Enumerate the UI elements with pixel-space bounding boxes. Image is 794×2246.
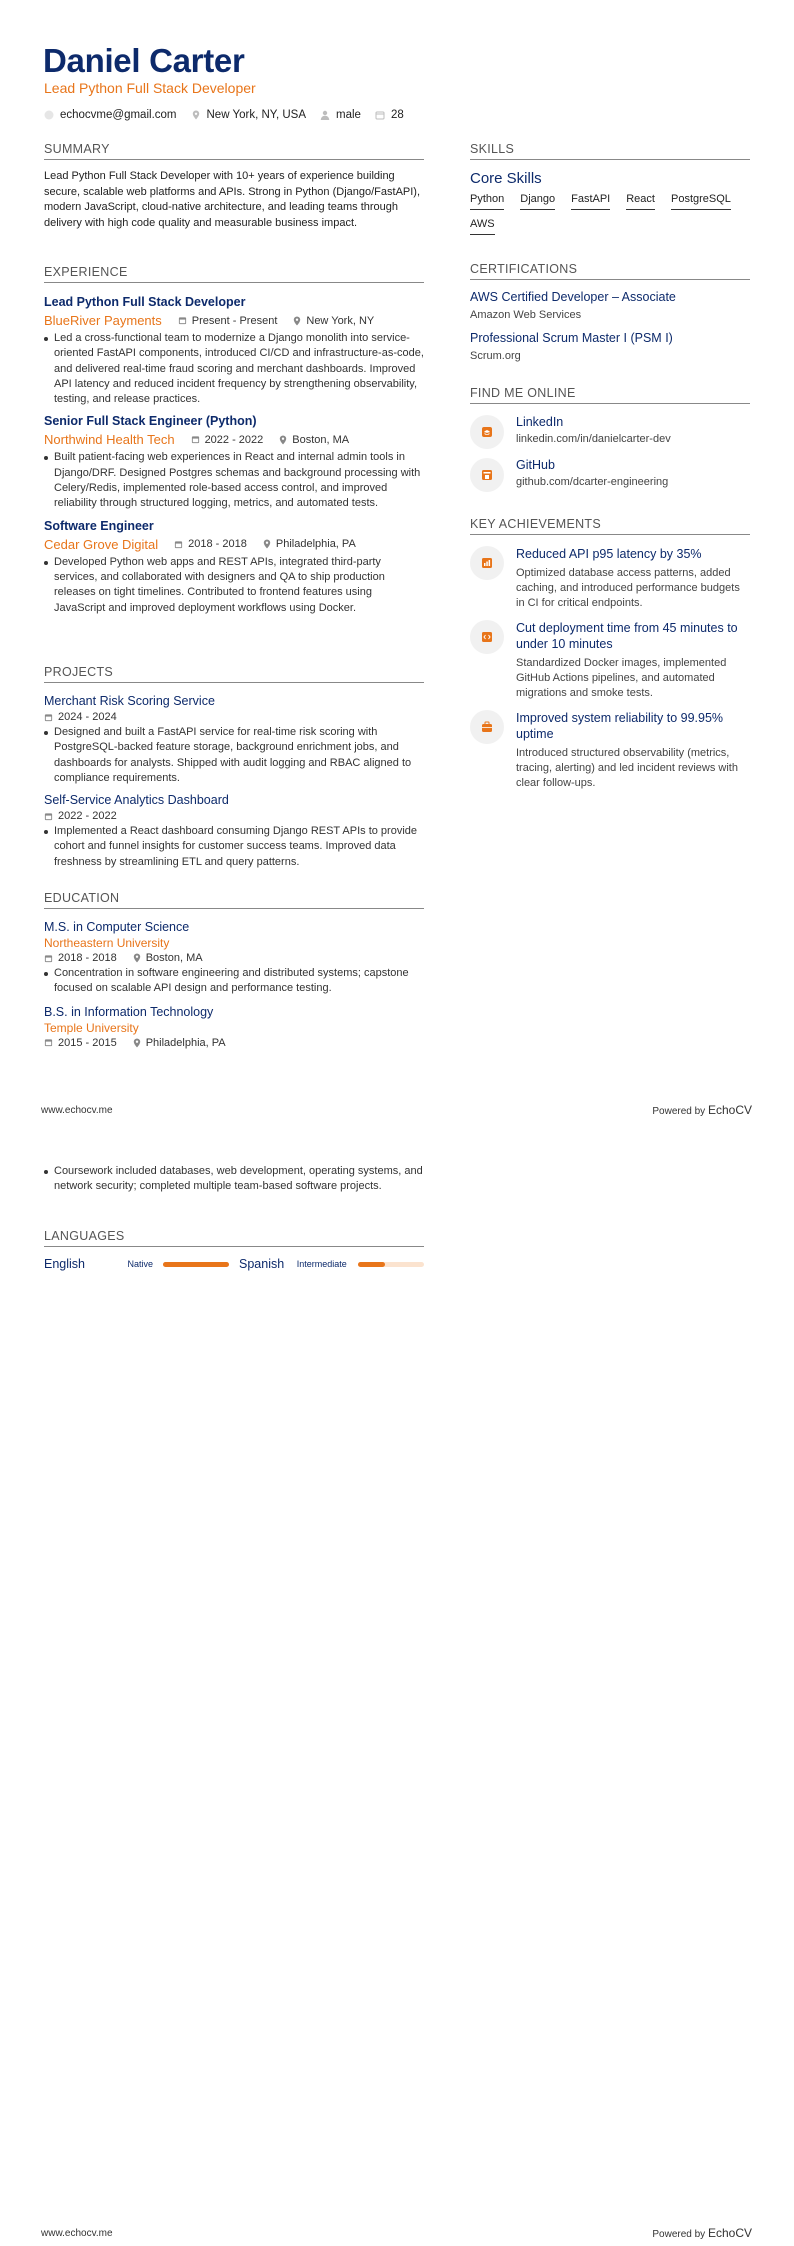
achievement-icon-circle bbox=[470, 710, 504, 744]
online-section bbox=[470, 386, 750, 492]
contact-row bbox=[44, 109, 404, 121]
job-dates bbox=[174, 538, 247, 550]
project-item bbox=[44, 793, 424, 870]
achievement-item bbox=[470, 710, 750, 791]
education-bullet-text: Coursework included databases, web development, operating systems, and network security; completed multiple team-based software projects. bbox=[54, 1165, 423, 1193]
education-school: Temple University bbox=[44, 1020, 139, 1035]
achievement-item bbox=[470, 546, 750, 611]
job-title: Lead Python Full Stack Developer bbox=[44, 295, 246, 309]
footer-site[interactable]: www.echocv.me bbox=[41, 1105, 113, 1116]
project-dates bbox=[44, 711, 117, 723]
job-dates-text: 2018 - 2018 bbox=[188, 538, 247, 551]
chart-icon bbox=[480, 556, 494, 570]
language-level: Native bbox=[127, 1259, 154, 1269]
project-bullet-text: Designed and built a FastAPI service for real-time risk scoring with PostgreSQL-backed feature storage, background enrichment jobs, and dashboards for analysts. Shipped with audit logging and RBAC aligned to compliance requirements. bbox=[54, 726, 412, 784]
location-pin-icon bbox=[191, 110, 201, 120]
online-icon-circle bbox=[470, 458, 504, 492]
job-dates-text: 2022 - 2022 bbox=[204, 433, 264, 446]
education-degree: M.S. in Computer Science bbox=[44, 920, 190, 934]
education-bullet-text: Concentration in software engineering and distributed systems; capstone focused on scalable API design and performance testing. bbox=[54, 967, 409, 995]
skill-tag: AWS bbox=[470, 218, 495, 235]
job-meta bbox=[44, 537, 424, 552]
footer-powered-text: Powered by bbox=[652, 1106, 706, 1117]
footer-powered bbox=[652, 1103, 752, 1117]
education-dates bbox=[44, 1037, 117, 1049]
online-icon-circle bbox=[470, 415, 504, 449]
education-location-text: Philadelphia, PA bbox=[145, 1036, 226, 1049]
certifications-section bbox=[470, 262, 750, 362]
education-section bbox=[44, 891, 424, 1049]
education-location-text: Boston, MA bbox=[145, 952, 203, 964]
skill-tag: Python bbox=[470, 193, 504, 210]
calendar-icon bbox=[44, 954, 53, 963]
job-bullet bbox=[44, 555, 424, 616]
education-heading: EDUCATION bbox=[44, 891, 424, 909]
online-heading: FIND ME ONLINE bbox=[470, 386, 750, 404]
bullet-dot bbox=[44, 731, 48, 735]
bullet-dot bbox=[44, 830, 48, 834]
language-bar-fill bbox=[163, 1262, 229, 1267]
contact-gender bbox=[320, 109, 361, 121]
cert-name: AWS Certified Developer – Associate bbox=[470, 290, 676, 304]
projects-section bbox=[44, 665, 424, 870]
achievement-title: Cut deployment time from 45 minutes to under 10 minutes bbox=[516, 621, 738, 651]
education-location bbox=[133, 952, 203, 964]
footer-powered-bottom bbox=[652, 2226, 752, 2240]
skill-tag: Django bbox=[520, 193, 555, 210]
candidate-name: Daniel Carter bbox=[43, 42, 245, 79]
achievement-title: Improved system reliability to 99.95% uptime bbox=[516, 711, 724, 741]
calendar-icon bbox=[44, 812, 53, 821]
job-location bbox=[293, 315, 374, 327]
education-meta bbox=[44, 952, 424, 964]
job-dates bbox=[178, 315, 278, 327]
experience-item bbox=[44, 295, 424, 407]
job-meta bbox=[44, 313, 424, 328]
location-pin-icon bbox=[133, 1038, 141, 1048]
achievement-icon-circle bbox=[470, 546, 504, 580]
job-bullet-text: Built patient-facing web experiences in React and internal admin tools in Django/DRF. Designed Postgres schemas and background processing with Celery/Redis, implemented role-based access control, and improved reliability through structured logging, metrics, and automated tests. bbox=[54, 451, 421, 510]
online-url[interactable]: linkedin.com/in/danielcarter-dev bbox=[516, 433, 671, 445]
job-location bbox=[263, 538, 356, 550]
project-meta bbox=[44, 711, 424, 723]
job-company: BlueRiver Payments bbox=[44, 313, 162, 328]
calendar-icon bbox=[44, 1038, 53, 1047]
project-dates-text: 2022 - 2022 bbox=[58, 810, 117, 823]
contact-age-text: 28 bbox=[390, 109, 404, 121]
job-dates bbox=[191, 434, 264, 446]
achievement-desc: Optimized database access patterns, added caching, and introduced performance budgets in CI for critical endpoints. bbox=[516, 567, 740, 609]
footer-brand[interactable]: EchoCV bbox=[707, 1103, 752, 1117]
achievement-title: Reduced API p95 latency by 35% bbox=[516, 547, 702, 561]
footer-brand[interactable]: EchoCV bbox=[707, 2226, 752, 2240]
language-name: Spanish bbox=[239, 1257, 285, 1271]
bullet-dot bbox=[44, 1170, 48, 1174]
education-dates bbox=[44, 952, 117, 964]
location-pin-icon bbox=[279, 435, 287, 445]
skill-tag: PostgreSQL bbox=[671, 193, 731, 210]
education-dates-text: 2018 - 2018 bbox=[58, 952, 117, 964]
experience-item bbox=[44, 414, 424, 511]
code-icon bbox=[480, 630, 494, 644]
location-pin-icon bbox=[293, 316, 301, 326]
job-title: Software Engineer bbox=[44, 518, 154, 533]
achievement-icon-circle bbox=[470, 620, 504, 654]
project-bullet bbox=[44, 824, 424, 870]
language-name: English bbox=[44, 1257, 85, 1271]
languages-section bbox=[44, 1229, 424, 1271]
achievement-item bbox=[470, 620, 750, 701]
store-icon bbox=[480, 468, 494, 482]
contact-email-text: echocvme@gmail.com bbox=[60, 109, 177, 121]
summary-text: Lead Python Full Stack Developer with 10+ years of experience building secure, scalable web platforms and APIs. Strong in Python (Django/FastAPI), modern JavaScript, cloud-native architecture, and leading teams through delivery with high code quality and measurable business impact. bbox=[44, 170, 421, 229]
location-pin-icon bbox=[263, 539, 271, 549]
education-bullet bbox=[44, 1164, 424, 1195]
summary-section bbox=[44, 142, 424, 231]
education-item bbox=[44, 920, 424, 997]
education-dates-text: 2015 - 2015 bbox=[58, 1036, 117, 1049]
job-bullet bbox=[44, 331, 424, 407]
briefcase-icon bbox=[480, 720, 494, 734]
skills-list bbox=[470, 193, 750, 235]
projects-heading: PROJECTS bbox=[44, 665, 424, 683]
achievement-desc: Introduced structured observability (metrics, tracing, alerting) and led incident reviews with clear follow-ups. bbox=[516, 747, 738, 789]
location-pin-icon bbox=[133, 953, 141, 963]
job-title: Senior Full Stack Engineer (Python) bbox=[44, 414, 257, 429]
achievements-section bbox=[470, 517, 750, 791]
bullet-dot bbox=[44, 972, 48, 976]
education-bullet bbox=[44, 966, 424, 997]
language-bar bbox=[358, 1262, 424, 1267]
language-bar bbox=[163, 1262, 229, 1267]
project-bullet bbox=[44, 725, 424, 786]
job-company: Northwind Health Tech bbox=[44, 432, 175, 448]
online-label: GitHub bbox=[516, 458, 555, 472]
calendar-icon bbox=[375, 110, 385, 120]
experience-section bbox=[44, 265, 424, 616]
skills-heading: SKILLS bbox=[470, 142, 750, 160]
job-location-text: Philadelphia, PA bbox=[275, 538, 356, 551]
calendar-icon bbox=[191, 435, 200, 444]
project-meta bbox=[44, 810, 424, 822]
cert-org: Amazon Web Services bbox=[470, 309, 582, 321]
summary-heading: SUMMARY bbox=[44, 142, 424, 160]
project-bullet-text: Implemented a React dashboard consuming Django REST APIs to provide cohort and funnel insights for customer success teams. Improved data freshness by streamlining ETL and query patterns. bbox=[54, 825, 417, 868]
footer-powered-text: Powered by bbox=[652, 2229, 706, 2240]
candidate-role: Lead Python Full Stack Developer bbox=[44, 80, 256, 96]
language-bar-fill bbox=[358, 1262, 384, 1267]
job-bullet-text: Led a cross-functional team to modernize a Django monolith into service-oriented FastAPI components, introduced CI/CD and infrastructure-as-code, and delivered real-time fraud scoring and merchant dashboards. Improved API latency and reduced incident frequency by strengthening observability, testing, and release practices. bbox=[54, 332, 424, 406]
bullet-dot bbox=[44, 561, 48, 565]
footer-site-bottom[interactable]: www.echocv.me bbox=[41, 2228, 113, 2239]
job-location bbox=[279, 434, 349, 446]
project-dates bbox=[44, 810, 117, 822]
bullet-dot bbox=[44, 337, 48, 341]
user-icon bbox=[320, 110, 330, 120]
job-location-text: Boston, MA bbox=[292, 433, 350, 446]
cert-name: Professional Scrum Master I (PSM I) bbox=[470, 331, 673, 345]
languages-heading: LANGUAGES bbox=[44, 1229, 424, 1247]
skills-group-title: Core Skills bbox=[470, 170, 542, 187]
achievements-heading: KEY ACHIEVEMENTS bbox=[470, 517, 750, 535]
project-item bbox=[44, 694, 424, 786]
online-item-linkedin[interactable] bbox=[470, 415, 750, 449]
skill-tag: FastAPI bbox=[571, 193, 610, 210]
online-item-github[interactable] bbox=[470, 458, 750, 492]
education-degree: B.S. in Information Technology bbox=[44, 1004, 214, 1019]
language-level: Intermediate bbox=[296, 1259, 347, 1269]
education-school: Northeastern University bbox=[44, 936, 170, 950]
contact-location-text: New York, NY, USA bbox=[206, 109, 307, 121]
bullet-dot bbox=[44, 456, 48, 460]
job-dates-text: Present - Present bbox=[191, 314, 278, 327]
contact-gender-text: male bbox=[336, 109, 361, 121]
contact-email[interactable] bbox=[44, 109, 177, 121]
education-item bbox=[44, 1005, 424, 1049]
project-title: Merchant Risk Scoring Service bbox=[44, 694, 215, 708]
job-bullet bbox=[44, 450, 424, 511]
job-location-text: New York, NY bbox=[306, 314, 375, 327]
online-label: LinkedIn bbox=[516, 415, 564, 429]
calendar-icon bbox=[44, 713, 53, 722]
education-meta bbox=[44, 1037, 424, 1049]
project-title: Self-Service Analytics Dashboard bbox=[44, 793, 229, 808]
email-icon bbox=[44, 110, 54, 120]
skill-tag: React bbox=[626, 193, 655, 210]
graduation-cap-icon bbox=[480, 425, 494, 439]
experience-item bbox=[44, 519, 424, 616]
calendar-icon bbox=[174, 540, 183, 549]
certifications-heading: CERTIFICATIONS bbox=[470, 262, 750, 280]
project-dates-text: 2024 - 2024 bbox=[58, 711, 117, 723]
education-continued bbox=[44, 1164, 424, 1195]
contact-age bbox=[375, 109, 404, 121]
skills-section bbox=[470, 142, 750, 235]
job-company: Cedar Grove Digital bbox=[44, 536, 159, 552]
achievement-desc: Standardized Docker images, implemented GitHub Actions pipelines, and automated migrations and smoke tests. bbox=[516, 657, 727, 699]
job-meta bbox=[44, 432, 424, 447]
experience-heading: EXPERIENCE bbox=[44, 265, 424, 283]
languages-row bbox=[44, 1257, 424, 1271]
cert-org: Scrum.org bbox=[470, 350, 521, 362]
job-bullet-text: Developed Python web apps and REST APIs, integrated third-party services, and collaborated with designers and QA to ship production releases on tight timelines. Contributed to frontend features using JavaScript and improved deployment workflows using Docker. bbox=[54, 555, 385, 614]
education-location bbox=[133, 1037, 226, 1049]
online-url[interactable]: github.com/dcarter-engineering bbox=[516, 476, 669, 488]
calendar-icon bbox=[178, 316, 187, 325]
contact-location bbox=[191, 109, 307, 121]
